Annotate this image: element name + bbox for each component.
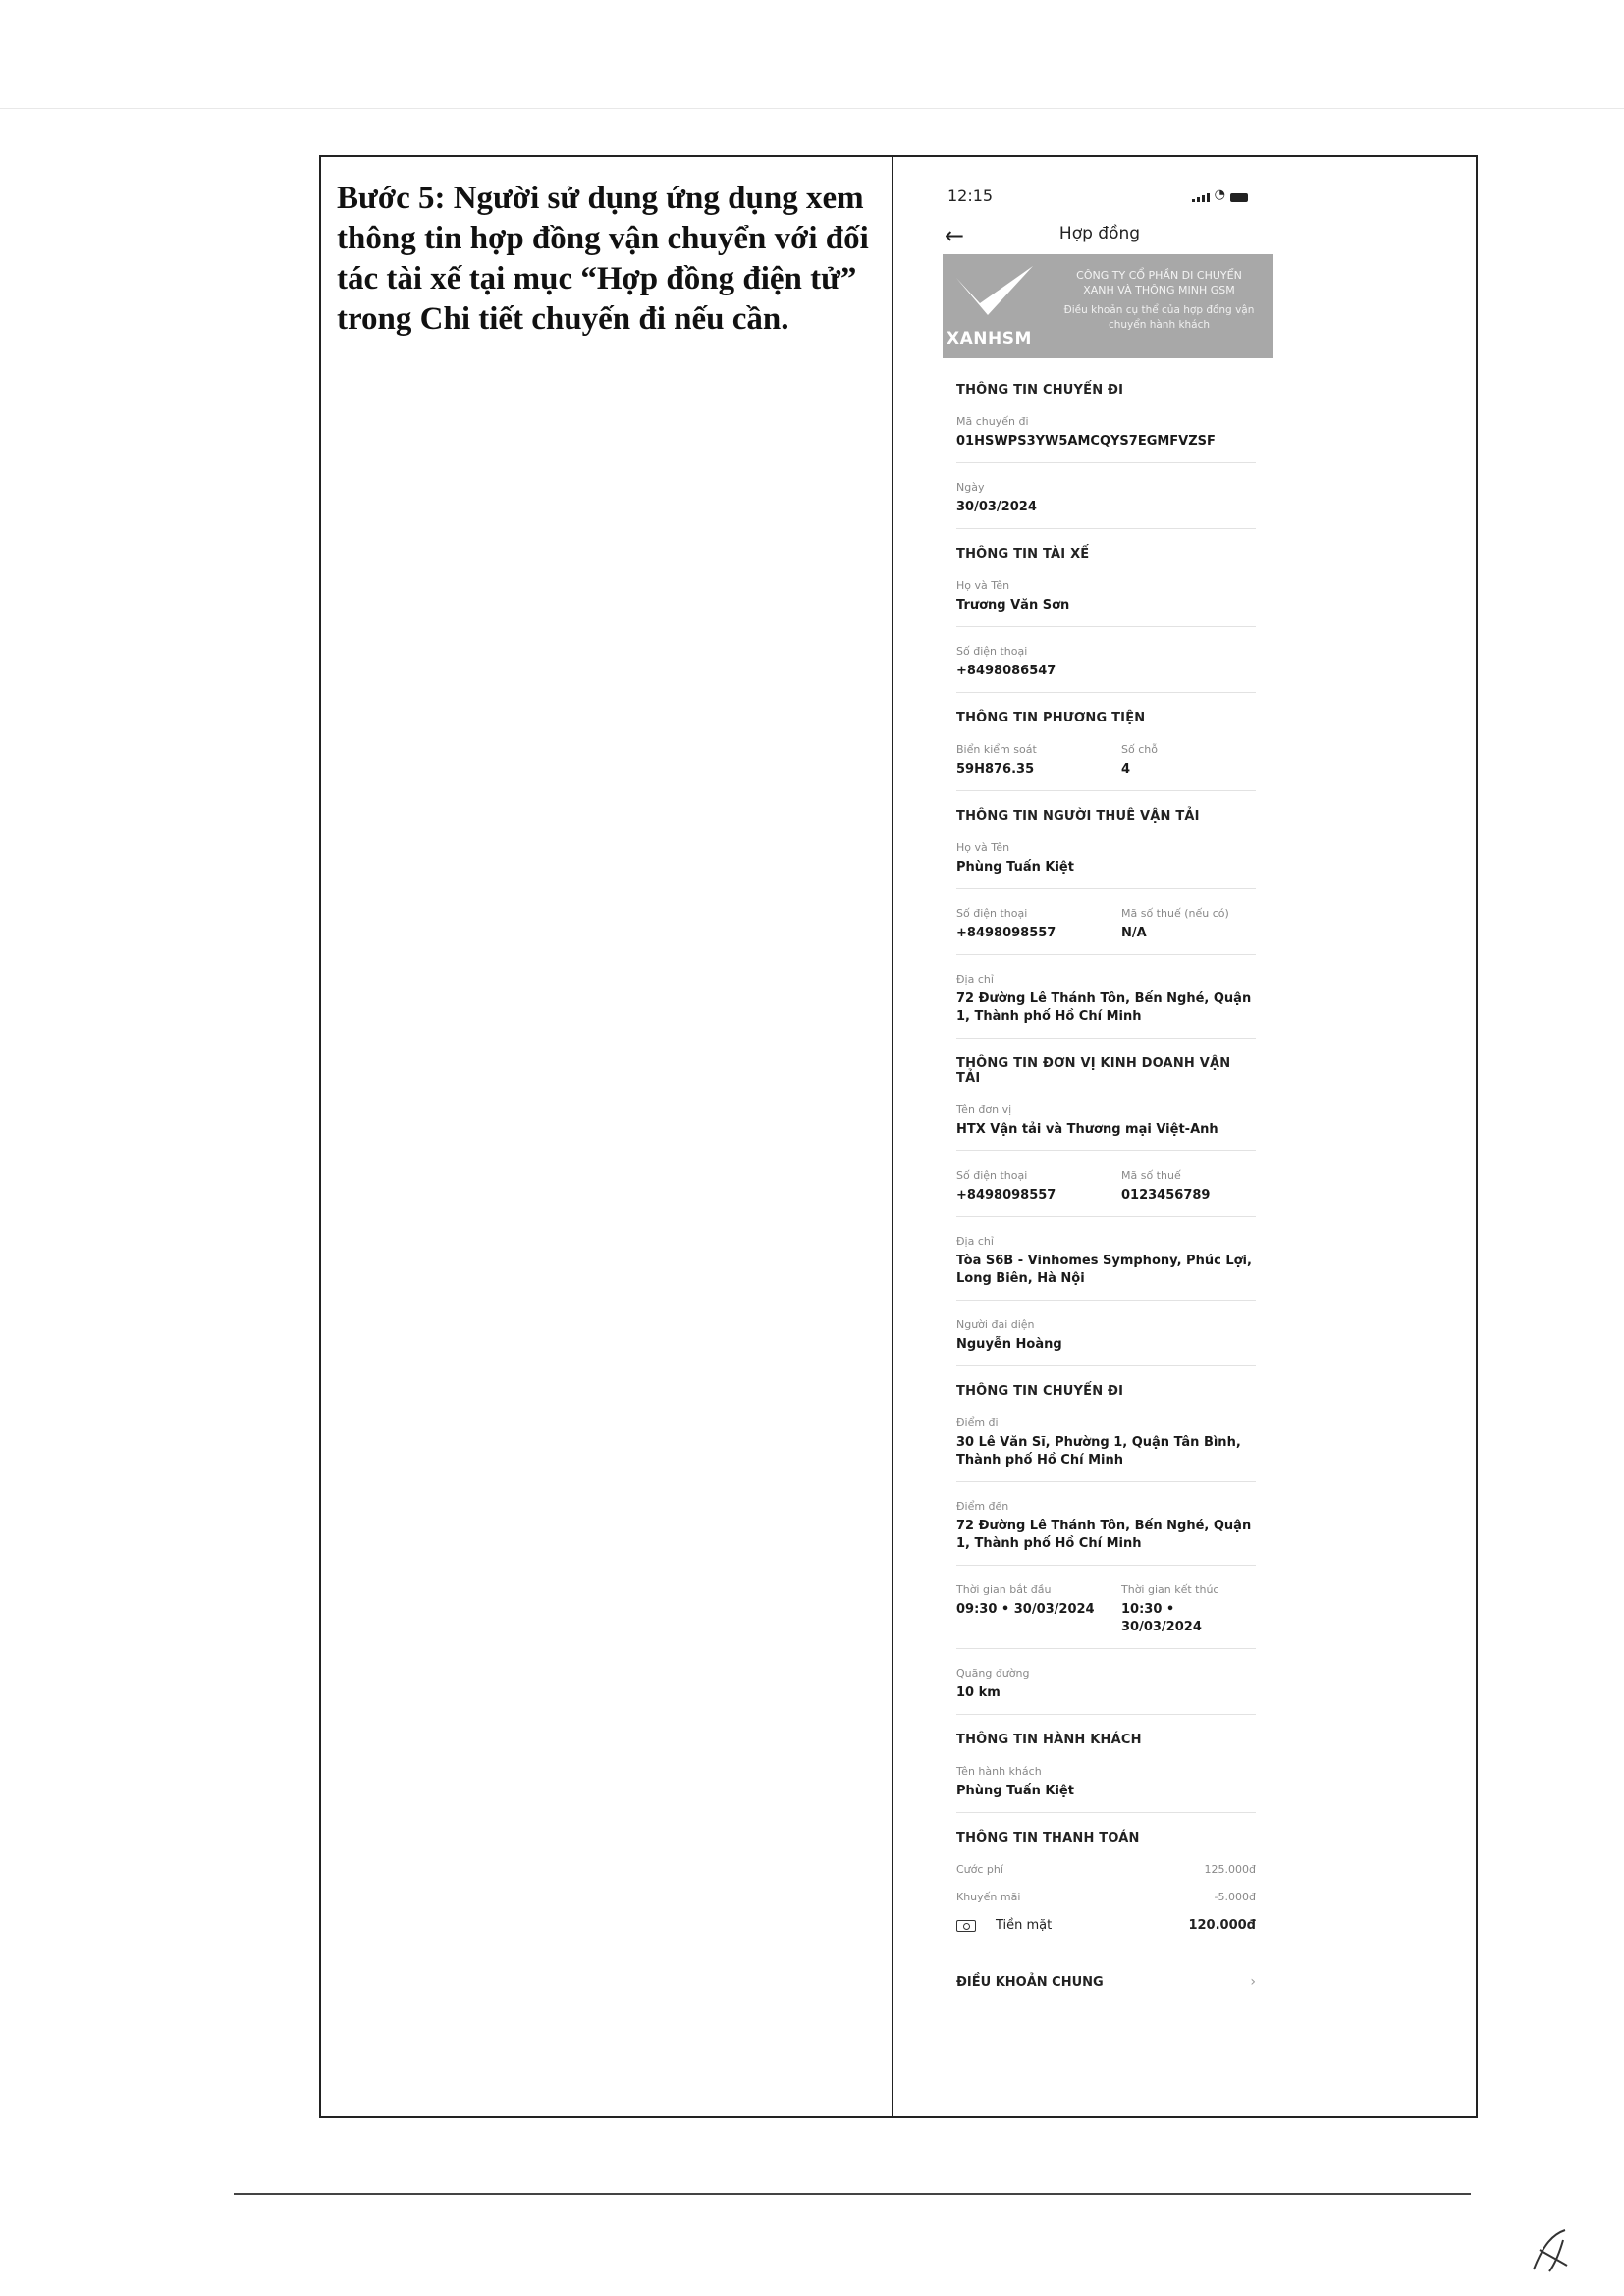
banner-lines — [1049, 268, 1270, 333]
field-label: Thời gian bắt đầu — [956, 1583, 1052, 1596]
field-business-address — [956, 1235, 1256, 1288]
field-business-unit — [956, 1103, 1256, 1139]
section-title-driver: THÔNG TIN TÀI XẾ — [956, 547, 1090, 561]
field-driver-name — [956, 579, 1256, 614]
section-title-passenger: THÔNG TIN HÀNH KHÁCH — [956, 1733, 1142, 1747]
field-label: Tên hành khách — [956, 1765, 1042, 1778]
terms-label: ĐIỀU KHOẢN CHUNG — [956, 1974, 1104, 1990]
field-trip-date — [956, 481, 1256, 516]
field-value: 09:30 • 30/03/2024 — [956, 1602, 1095, 1617]
divider — [956, 1648, 1256, 1649]
field-label: Ngày — [956, 481, 985, 494]
field-driver-phone — [956, 645, 1256, 680]
screenshot-cell — [893, 157, 1476, 2116]
section-title-payment: THÔNG TIN THANH TOÁN — [956, 1831, 1140, 1845]
field-value: 72 Đường Lê Thánh Tôn, Bến Nghé, Quận 1, Thành phố Hồ Chí Minh — [956, 991, 1252, 1024]
renter-pair — [956, 907, 1256, 942]
field-value: +8498098557 — [956, 926, 1056, 940]
divider — [956, 462, 1256, 463]
field-renter-name — [956, 841, 1256, 877]
signal-icon — [1192, 193, 1210, 202]
field-from — [956, 1416, 1256, 1469]
cash-icon — [956, 1920, 976, 1932]
field-value: 0123456789 — [1121, 1188, 1211, 1202]
promo-row — [956, 1891, 1256, 1904]
field-business-tax — [1121, 1169, 1256, 1204]
field-value: HTX Vận tải và Thương mại Việt-Anh — [956, 1122, 1218, 1137]
wifi-icon: ◔ — [1214, 187, 1225, 202]
divider — [956, 954, 1256, 955]
field-value: Trương Văn Sơn — [956, 598, 1070, 613]
fare-row — [956, 1863, 1256, 1877]
field-value: 10 km — [956, 1685, 1001, 1700]
divider — [956, 1038, 1256, 1039]
field-value: 10:30 • 30/03/2024 — [1121, 1602, 1202, 1634]
section-title-renter: THÔNG TIN NGƯỜI THUÊ VẬN TẢI — [956, 809, 1200, 824]
field-to — [956, 1500, 1256, 1553]
divider — [956, 1812, 1256, 1813]
company-line-1: CÔNG TY CỔ PHẦN DI CHUYỂN — [1076, 269, 1242, 282]
field-value: Phùng Tuấn Kiệt — [956, 1784, 1074, 1798]
promo-value: -5.000đ — [1214, 1891, 1256, 1903]
field-end-time — [1121, 1583, 1256, 1636]
instruction-table — [319, 155, 1478, 2118]
field-value: 4 — [1121, 762, 1131, 776]
banner-note: Điều khoản cụ thể của hợp đồng vận chuyển hành khách — [1063, 304, 1255, 331]
status-time: 12:15 — [947, 187, 994, 205]
field-distance — [956, 1667, 1256, 1702]
field-value: Tòa S6B - Vinhomes Symphony, Phúc Lợi, Long Biên, Hà Nội — [956, 1254, 1252, 1286]
field-value: 01HSWPS3YW5AMCQYS7EGMFVZSF — [956, 434, 1216, 449]
field-label: Điểm đi — [956, 1416, 999, 1429]
field-value: +8498098557 — [956, 1188, 1056, 1202]
field-value: 72 Đường Lê Thánh Tôn, Bến Nghé, Quận 1, Thành phố Hồ Chí Minh — [956, 1519, 1252, 1551]
logo-text: XANHSM — [947, 329, 1032, 348]
vehicle-pair — [956, 743, 1256, 778]
divider — [956, 692, 1256, 693]
section-title-business: THÔNG TIN ĐƠN VỊ KINH DOANH VẬN TẢI — [956, 1056, 1231, 1086]
field-business-phone — [956, 1169, 1121, 1204]
section-title-trip: THÔNG TIN CHUYẾN ĐI — [956, 383, 1124, 398]
cash-amount: 120.000đ — [1188, 1918, 1256, 1933]
divider — [956, 1365, 1256, 1366]
field-label: Mã chuyến đi — [956, 415, 1029, 428]
field-value: 30 Lê Văn Sĩ, Phường 1, Quận Tân Bình, Thành phố Hồ Chí Minh — [956, 1435, 1241, 1468]
field-label: Số chỗ — [1121, 743, 1158, 756]
divider — [956, 1150, 1256, 1151]
step-text: Bước 5: Người sử dụng ứng dụng xem thông tin hợp đồng vận chuyển với đối tác tài xế tại mục “Hợp đồng điện tử” trong Chi tiết chuyến đi nếu cần. — [337, 181, 869, 337]
screen-title: Hợp đồng — [1058, 224, 1141, 243]
field-label: Điểm đến — [956, 1500, 1009, 1513]
field-passenger-name — [956, 1765, 1256, 1800]
field-label: Tên đơn vị — [956, 1103, 1012, 1116]
divider — [956, 1565, 1256, 1566]
divider — [956, 1714, 1256, 1715]
field-renter-phone — [956, 907, 1121, 942]
field-label: Mã số thuế — [1121, 1169, 1181, 1182]
field-label: Quãng đường — [956, 1667, 1030, 1680]
field-label: Số điện thoại — [956, 645, 1028, 658]
field-value: +8498086547 — [956, 664, 1056, 678]
section-title-trip-detail: THÔNG TIN CHUYẾN ĐI — [956, 1384, 1124, 1399]
field-label: Biển kiểm soát — [956, 743, 1037, 756]
bottom-rule — [234, 2193, 1471, 2195]
divider — [956, 528, 1256, 529]
field-label: Họ và Tên — [956, 841, 1010, 854]
fare-value: 125.000đ — [1204, 1863, 1256, 1876]
divider — [956, 888, 1256, 889]
field-renter-tax — [1121, 907, 1256, 942]
company-line-2: XANH VÀ THÔNG MINH GSM — [1083, 284, 1235, 296]
field-value: Nguyễn Hoàng — [956, 1337, 1062, 1352]
fare-label: Cước phí — [956, 1863, 1003, 1876]
contract-content — [956, 383, 1256, 1990]
field-renter-address — [956, 973, 1256, 1026]
handwritten-initial — [1520, 2220, 1579, 2279]
field-business-rep — [956, 1318, 1256, 1354]
divider — [956, 626, 1256, 627]
field-plate — [956, 743, 1121, 778]
section-title-vehicle: THÔNG TIN PHƯƠNG TIỆN — [956, 711, 1146, 725]
instruction-cell — [321, 157, 893, 2116]
cash-row — [956, 1918, 1256, 1933]
field-label: Địa chỉ — [956, 1235, 994, 1248]
status-bar — [947, 187, 1248, 210]
divider — [956, 1300, 1256, 1301]
field-value: 59H876.35 — [956, 762, 1035, 776]
status-icons — [1192, 188, 1248, 202]
field-value: N/A — [1121, 926, 1147, 940]
chevron-right-icon: › — [1250, 1974, 1256, 1990]
field-value: 30/03/2024 — [956, 500, 1037, 514]
back-arrow-icon[interactable]: ← — [945, 222, 965, 249]
divider — [956, 1216, 1256, 1217]
logo-check-icon — [950, 260, 1039, 319]
field-seats — [1121, 743, 1256, 778]
time-pair — [956, 1583, 1256, 1636]
field-label: Người đại diện — [956, 1318, 1035, 1331]
cash-label: Tiền mặt — [996, 1918, 1053, 1933]
field-label: Địa chỉ — [956, 973, 994, 986]
divider — [956, 1481, 1256, 1482]
business-pair — [956, 1169, 1256, 1204]
field-label: Số điện thoại — [956, 1169, 1028, 1182]
field-label: Mã số thuế (nếu có) — [1121, 907, 1229, 920]
brand-banner — [943, 254, 1273, 358]
promo-label: Khuyến mãi — [956, 1891, 1021, 1903]
field-label: Họ và Tên — [956, 579, 1010, 592]
field-label: Số điện thoại — [956, 907, 1028, 920]
top-rule — [0, 108, 1624, 109]
field-label: Thời gian kết thúc — [1121, 1583, 1219, 1596]
field-start-time — [956, 1583, 1121, 1636]
divider — [956, 790, 1256, 791]
field-trip-code — [956, 415, 1256, 451]
field-value: Phùng Tuấn Kiệt — [956, 860, 1074, 875]
terms-row[interactable] — [956, 1974, 1256, 1990]
battery-icon — [1230, 193, 1248, 202]
